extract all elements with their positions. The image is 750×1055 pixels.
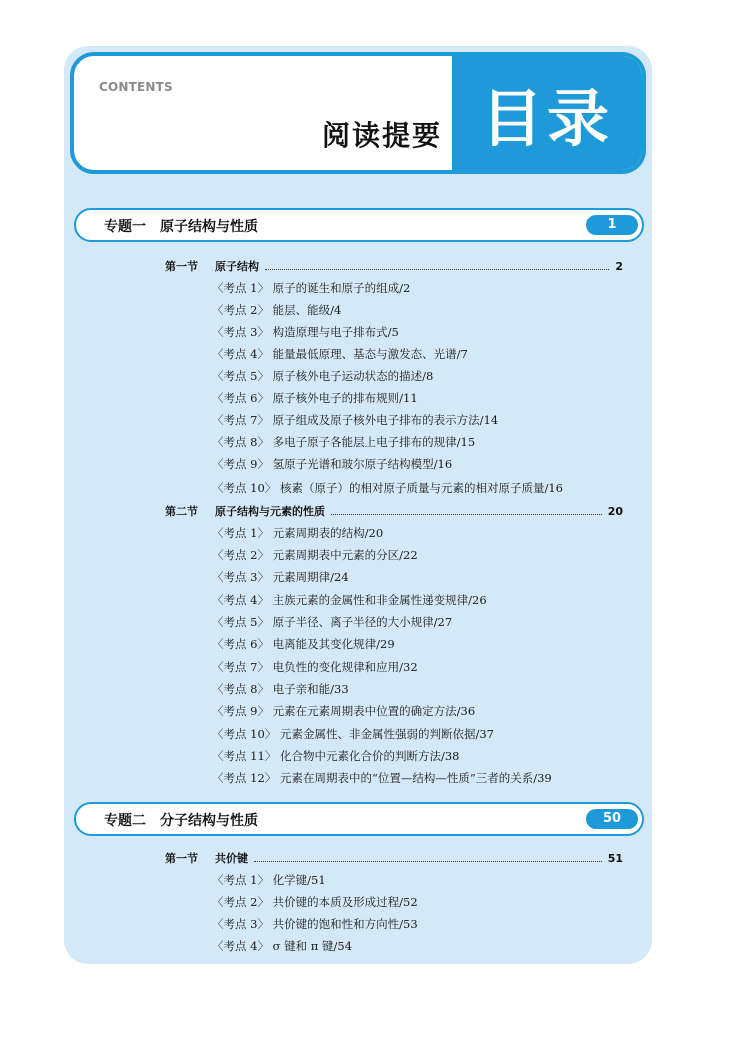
section-label: 第二节 (165, 505, 198, 518)
section-title: 共价键 (215, 852, 248, 865)
toc-entry[interactable]: 〈考点 2〉 能层、能级/4 (212, 303, 342, 317)
toc-entry[interactable]: 〈考点 7〉 原子组成及原子核外电子排布的表示方法/14 (212, 413, 499, 427)
topic-title: 专题一 原子结构与性质 (104, 219, 258, 235)
section-label: 第一节 (165, 260, 198, 273)
toc-entry[interactable]: 〈考点 6〉 原子核外电子的排布规则/11 (212, 391, 418, 405)
toc-entry[interactable]: 〈考点 1〉 元素周期表的结构/20 (212, 526, 384, 540)
section-title: 原子结构 (215, 260, 259, 273)
toc-entry[interactable]: 〈考点 8〉 多电子原子各能层上电子排布的规律/15 (212, 435, 476, 449)
leader-dots (265, 268, 609, 270)
toc-entry[interactable]: 〈考点 3〉 元素周期律/24 (212, 570, 349, 584)
toc-entry[interactable]: 〈考点 4〉 σ 键和 π 键/54 (212, 939, 353, 953)
section-page: 51 (607, 851, 623, 865)
topic-title: 专题二 分子结构与性质 (104, 813, 258, 829)
topic-banner[interactable] (74, 208, 644, 242)
section-page: 20 (607, 504, 623, 518)
toc-entry[interactable]: 〈考点 7〉 电负性的变化规律和应用/32 (212, 660, 418, 674)
toc-entry[interactable]: 〈考点 8〉 电子亲和能/33 (212, 682, 349, 696)
toc-entry[interactable]: 〈考点 6〉 电离能及其变化规律/29 (212, 637, 395, 651)
toc-entry[interactable]: 〈考点 3〉 共价键的饱和性和方向性/53 (212, 917, 418, 931)
toc-entry[interactable]: 〈考点 2〉 共价键的本质及形成过程/52 (212, 895, 418, 909)
toc-entry[interactable]: 〈考点 10〉 元素金属性、非金属性强弱的判断依据/37 (212, 727, 494, 741)
toc-entry[interactable]: 〈考点 11〉 化合物中元素化合价的判断方法/38 (212, 749, 460, 763)
leader-dots (254, 860, 602, 862)
contents-label: CONTENTS (99, 80, 173, 94)
section-heading[interactable] (165, 501, 623, 521)
toc-entry[interactable]: 〈考点 1〉 化学键/51 (212, 873, 326, 887)
toc-entry[interactable]: 〈考点 10〉 核素（原子）的相对原子质量与元素的相对原子质量/16 (212, 481, 563, 495)
title-block (452, 56, 642, 170)
section-label: 第一节 (165, 852, 198, 865)
topic-page-badge: 50 (586, 809, 638, 829)
contents-header (70, 52, 646, 174)
toc-entry[interactable]: 〈考点 3〉 构造原理与电子排布式/5 (212, 325, 399, 339)
toc-entry[interactable]: 〈考点 12〉 元素在周期表中的“位置—结构—性质”三者的关系/39 (212, 771, 552, 785)
topic-page-badge: 1 (586, 215, 638, 235)
toc-entry[interactable]: 〈考点 1〉 原子的诞生和原子的组成/2 (212, 281, 411, 295)
toc-entry[interactable]: 〈考点 5〉 原子半径、离子半径的大小规律/27 (212, 615, 453, 629)
toc-entry[interactable]: 〈考点 9〉 元素在元素周期表中位置的确定方法/36 (212, 704, 476, 718)
section-heading[interactable] (165, 848, 623, 868)
toc-entry[interactable]: 〈考点 9〉 氢原子光谱和玻尔原子结构模型/16 (212, 457, 453, 471)
page-title: 目录 (480, 81, 613, 155)
section-page: 2 (615, 259, 623, 273)
toc-entry[interactable]: 〈考点 4〉 能量最低原理、基态与激发态、光谱/7 (212, 347, 468, 361)
section-heading[interactable] (165, 256, 623, 276)
toc-entry[interactable]: 〈考点 5〉 原子核外电子运动状态的描述/8 (212, 369, 434, 383)
toc-entry[interactable]: 〈考点 2〉 元素周期表中元素的分区/22 (212, 548, 418, 562)
section-title: 原子结构与元素的性质 (215, 505, 325, 518)
reading-guide-subtitle: 阅读提要 (321, 119, 442, 152)
topic-banner[interactable] (74, 802, 644, 836)
leader-dots (331, 513, 602, 515)
toc-entry[interactable]: 〈考点 4〉 主族元素的金属性和非金属性递变规律/26 (212, 593, 487, 607)
